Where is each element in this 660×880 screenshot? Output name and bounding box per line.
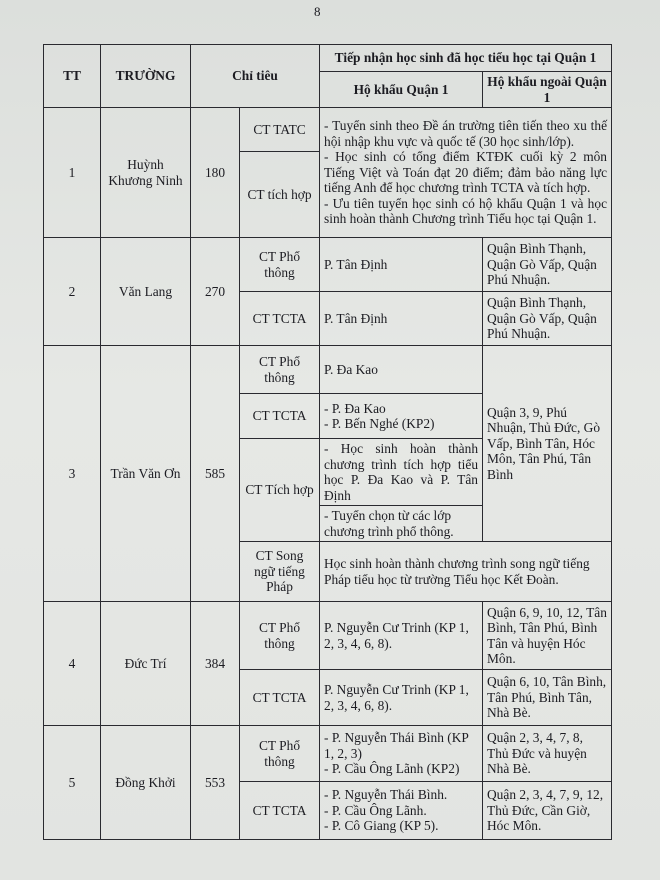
school-name: Huỳnh Khương Ninh: [101, 108, 191, 238]
row-number: 1: [44, 108, 101, 238]
household-outside-cell: Quận Bình Thạnh, Quận Gò Vấp, Quận Phú Nhuận.: [483, 292, 612, 346]
header-quota: Chỉ tiêu: [191, 45, 320, 108]
program-name: CT TCTA: [240, 670, 320, 726]
household-q1-cell: P. Tân Định: [320, 292, 483, 346]
school-name: Đức Trí: [101, 602, 191, 726]
school-name: Đồng Khởi: [101, 726, 191, 840]
program-name: CT TCTA: [240, 292, 320, 346]
table-row: [44, 108, 612, 152]
program-name: CT Phổ thông: [240, 602, 320, 670]
program-name: CT Phổ thông: [240, 346, 320, 394]
program-name: CT TCTA: [240, 782, 320, 840]
household-q1-cell: P. Tân Định: [320, 238, 483, 292]
q1-line: - P. Bến Nghé (KP2): [324, 416, 435, 431]
household-q1-cell: - Học sinh hoàn thành chương trình tích hợp tiểu học P. Đa Kao và P. Tân Định: [320, 439, 483, 506]
program-name: CT TCTA: [240, 394, 320, 439]
header-reception: Tiếp nhận học sinh đã học tiểu học tại Quận 1: [320, 45, 612, 72]
household-q1-cell: P. Đa Kao: [320, 346, 483, 394]
household-outside-cell: Quận 2, 3, 4, 7, 8, Thủ Đức và huyện Nhà Bè.: [483, 726, 612, 782]
school-name: Trần Văn Ơn: [101, 346, 191, 602]
row-number: 3: [44, 346, 101, 602]
row-number: 5: [44, 726, 101, 840]
program-name: CT Song ngữ tiếng Pháp: [240, 542, 320, 602]
quota-value: 384: [191, 602, 240, 726]
page-number: 8: [314, 4, 321, 19]
q1-line: - P. Cầu Ông Lãnh.: [324, 802, 427, 818]
household-q1-cell: P. Nguyễn Cư Trinh (KP 1, 2, 3, 4, 6, 8).: [320, 670, 483, 726]
admission-table: [43, 44, 612, 840]
household-q1-cell: [320, 726, 483, 782]
program-name: CT tích hợp: [240, 152, 320, 238]
household-q1-cell: [320, 394, 483, 439]
row-number: 2: [44, 238, 101, 346]
household-outside-cell: Quận Bình Thạnh, Quận Gò Vấp, Quận Phú Nhuận.: [483, 238, 612, 292]
household-outside-cell: Quận 2, 3, 4, 7, 9, 12, Thủ Đức, Cần Giờ, Hóc Môn.: [483, 782, 612, 840]
merged-notes: Học sinh hoàn thành chương trình song ngữ tiếng Pháp tiểu học từ trường Tiểu học Kết Đoàn.: [320, 542, 612, 602]
program-name: CT Phổ thông: [240, 238, 320, 292]
household-outside-cell: Quận 6, 9, 10, 12, Tân Bình, Tân Phú, Bình Tân và huyện Hóc Môn.: [483, 602, 612, 670]
q1-line: - P. Đa Kao: [324, 400, 386, 416]
q1-line: - P. Nguyễn Thái Bình.: [324, 787, 448, 803]
household-q1-cell: [320, 782, 483, 840]
table-row: [44, 726, 612, 782]
program-name: CT TATC: [240, 108, 320, 152]
merged-notes: [320, 108, 612, 238]
table-row: [44, 346, 612, 394]
school-name: Văn Lang: [101, 238, 191, 346]
household-q1-extra: - Tuyển chọn từ các lớp chương trình phổ thông.: [320, 506, 483, 542]
header-school: TRƯỜNG: [101, 45, 191, 108]
q1-line: - P. Cô Giang (KP 5).: [324, 818, 439, 834]
note-line: - Ưu tiên tuyển học sinh có hộ khẩu Quận 1 và học sinh hoàn thành Chương trình Tiểu học tại Quận 1.: [324, 195, 608, 227]
header-household-outside: Hộ khẩu ngoài Quận 1: [483, 72, 612, 108]
quota-value: 585: [191, 346, 240, 602]
quota-value: 270: [191, 238, 240, 346]
q1-line: - P. Nguyễn Thái Bình (KP 1, 2, 3): [324, 730, 469, 761]
quota-value: 180: [191, 108, 240, 238]
table-row: [44, 602, 612, 670]
note-line: - Tuyển sinh theo Đề án trường tiên tiến theo xu thế hội nhập khu vực và quốc tế (30 học sinh/lớp).: [324, 118, 608, 149]
household-outside-cell: Quận 6, 10, Tân Bình, Tân Phú, Bình Tân, Nhà Bè.: [483, 670, 612, 726]
program-name: CT Phổ thông: [240, 726, 320, 782]
header-household-q1: Hộ khẩu Quận 1: [320, 72, 483, 108]
table-row: [44, 238, 612, 292]
household-q1-cell: P. Nguyễn Cư Trinh (KP 1, 2, 3, 4, 6, 8).: [320, 602, 483, 670]
q1-line: - P. Cầu Ông Lãnh (KP2): [324, 761, 460, 777]
program-name: CT Tích hợp: [240, 439, 320, 542]
note-line: - Học sinh có tổng điểm KTĐK cuối kỳ 2 môn Tiếng Việt và Toán đạt 20 điểm; đảm bảo năng lực tiếng Anh để học chương trình TCTA và tích hợp.: [324, 149, 608, 196]
household-outside-cell: Quận 3, 9, Phú Nhuận, Thủ Đức, Gò Vấp, Bình Tân, Hóc Môn, Tân Phú, Tân Bình: [483, 346, 612, 542]
quota-value: 553: [191, 726, 240, 840]
header-row: [44, 45, 612, 72]
row-number: 4: [44, 602, 101, 726]
header-tt: TT: [44, 45, 101, 108]
